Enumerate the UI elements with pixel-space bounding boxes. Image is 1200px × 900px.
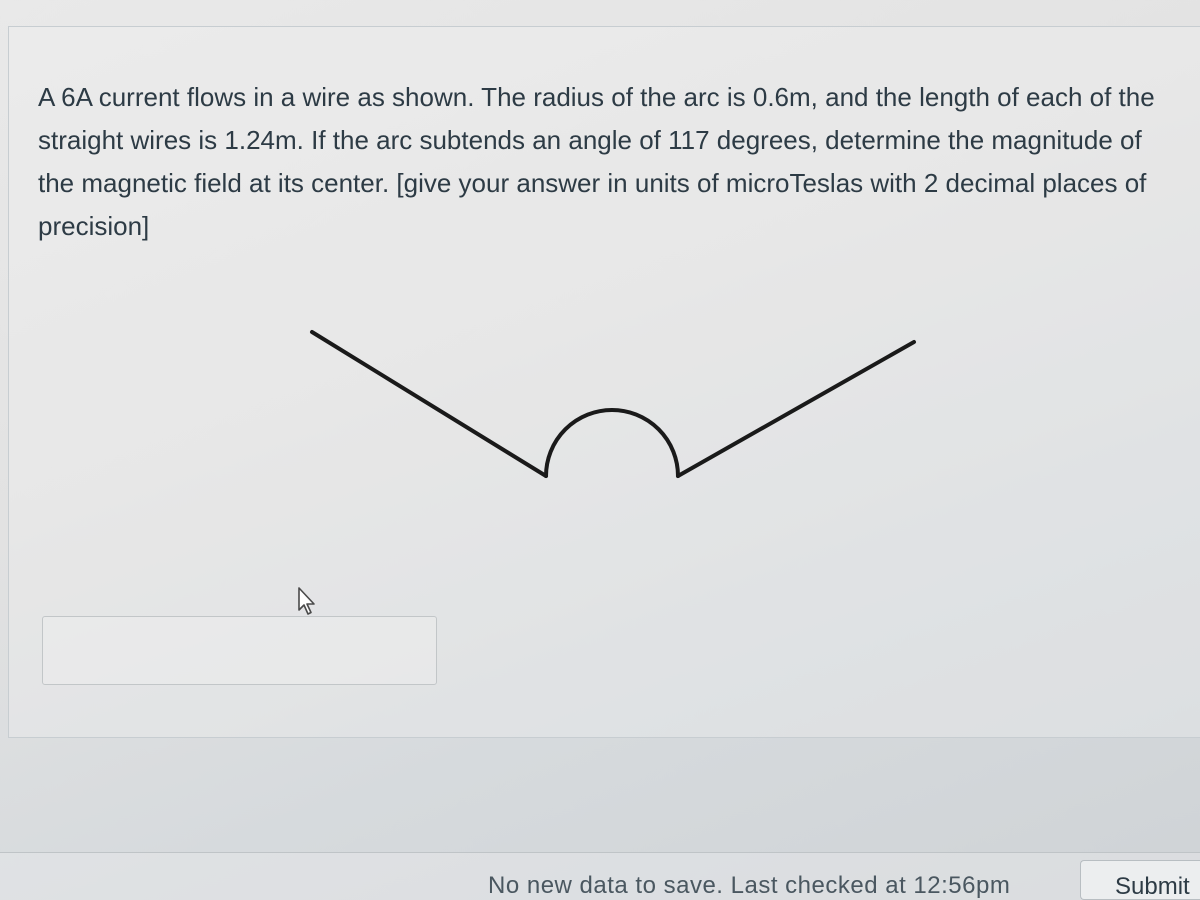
mouse-pointer-icon — [296, 586, 320, 616]
wire-arc — [546, 410, 678, 476]
right-straight-wire — [678, 342, 914, 476]
save-status-text: No new data to save. Last checked at 12:56pm — [488, 872, 1011, 899]
answer-input[interactable] — [42, 616, 437, 685]
question-text: A 6A current flows in a wire as shown. The radius of the arc is 0.6m, and the length of each of the straight wires is 1.24m. If the arc subtends an angle of 117 degrees, determine the magnitude of the magnetic field at its center. [give your answer in units of microTeslas with 2 decimal places of precision] — [38, 82, 1155, 241]
submit-button[interactable]: Submit — [1080, 860, 1200, 900]
left-straight-wire — [312, 332, 546, 476]
wire-diagram — [300, 320, 930, 495]
